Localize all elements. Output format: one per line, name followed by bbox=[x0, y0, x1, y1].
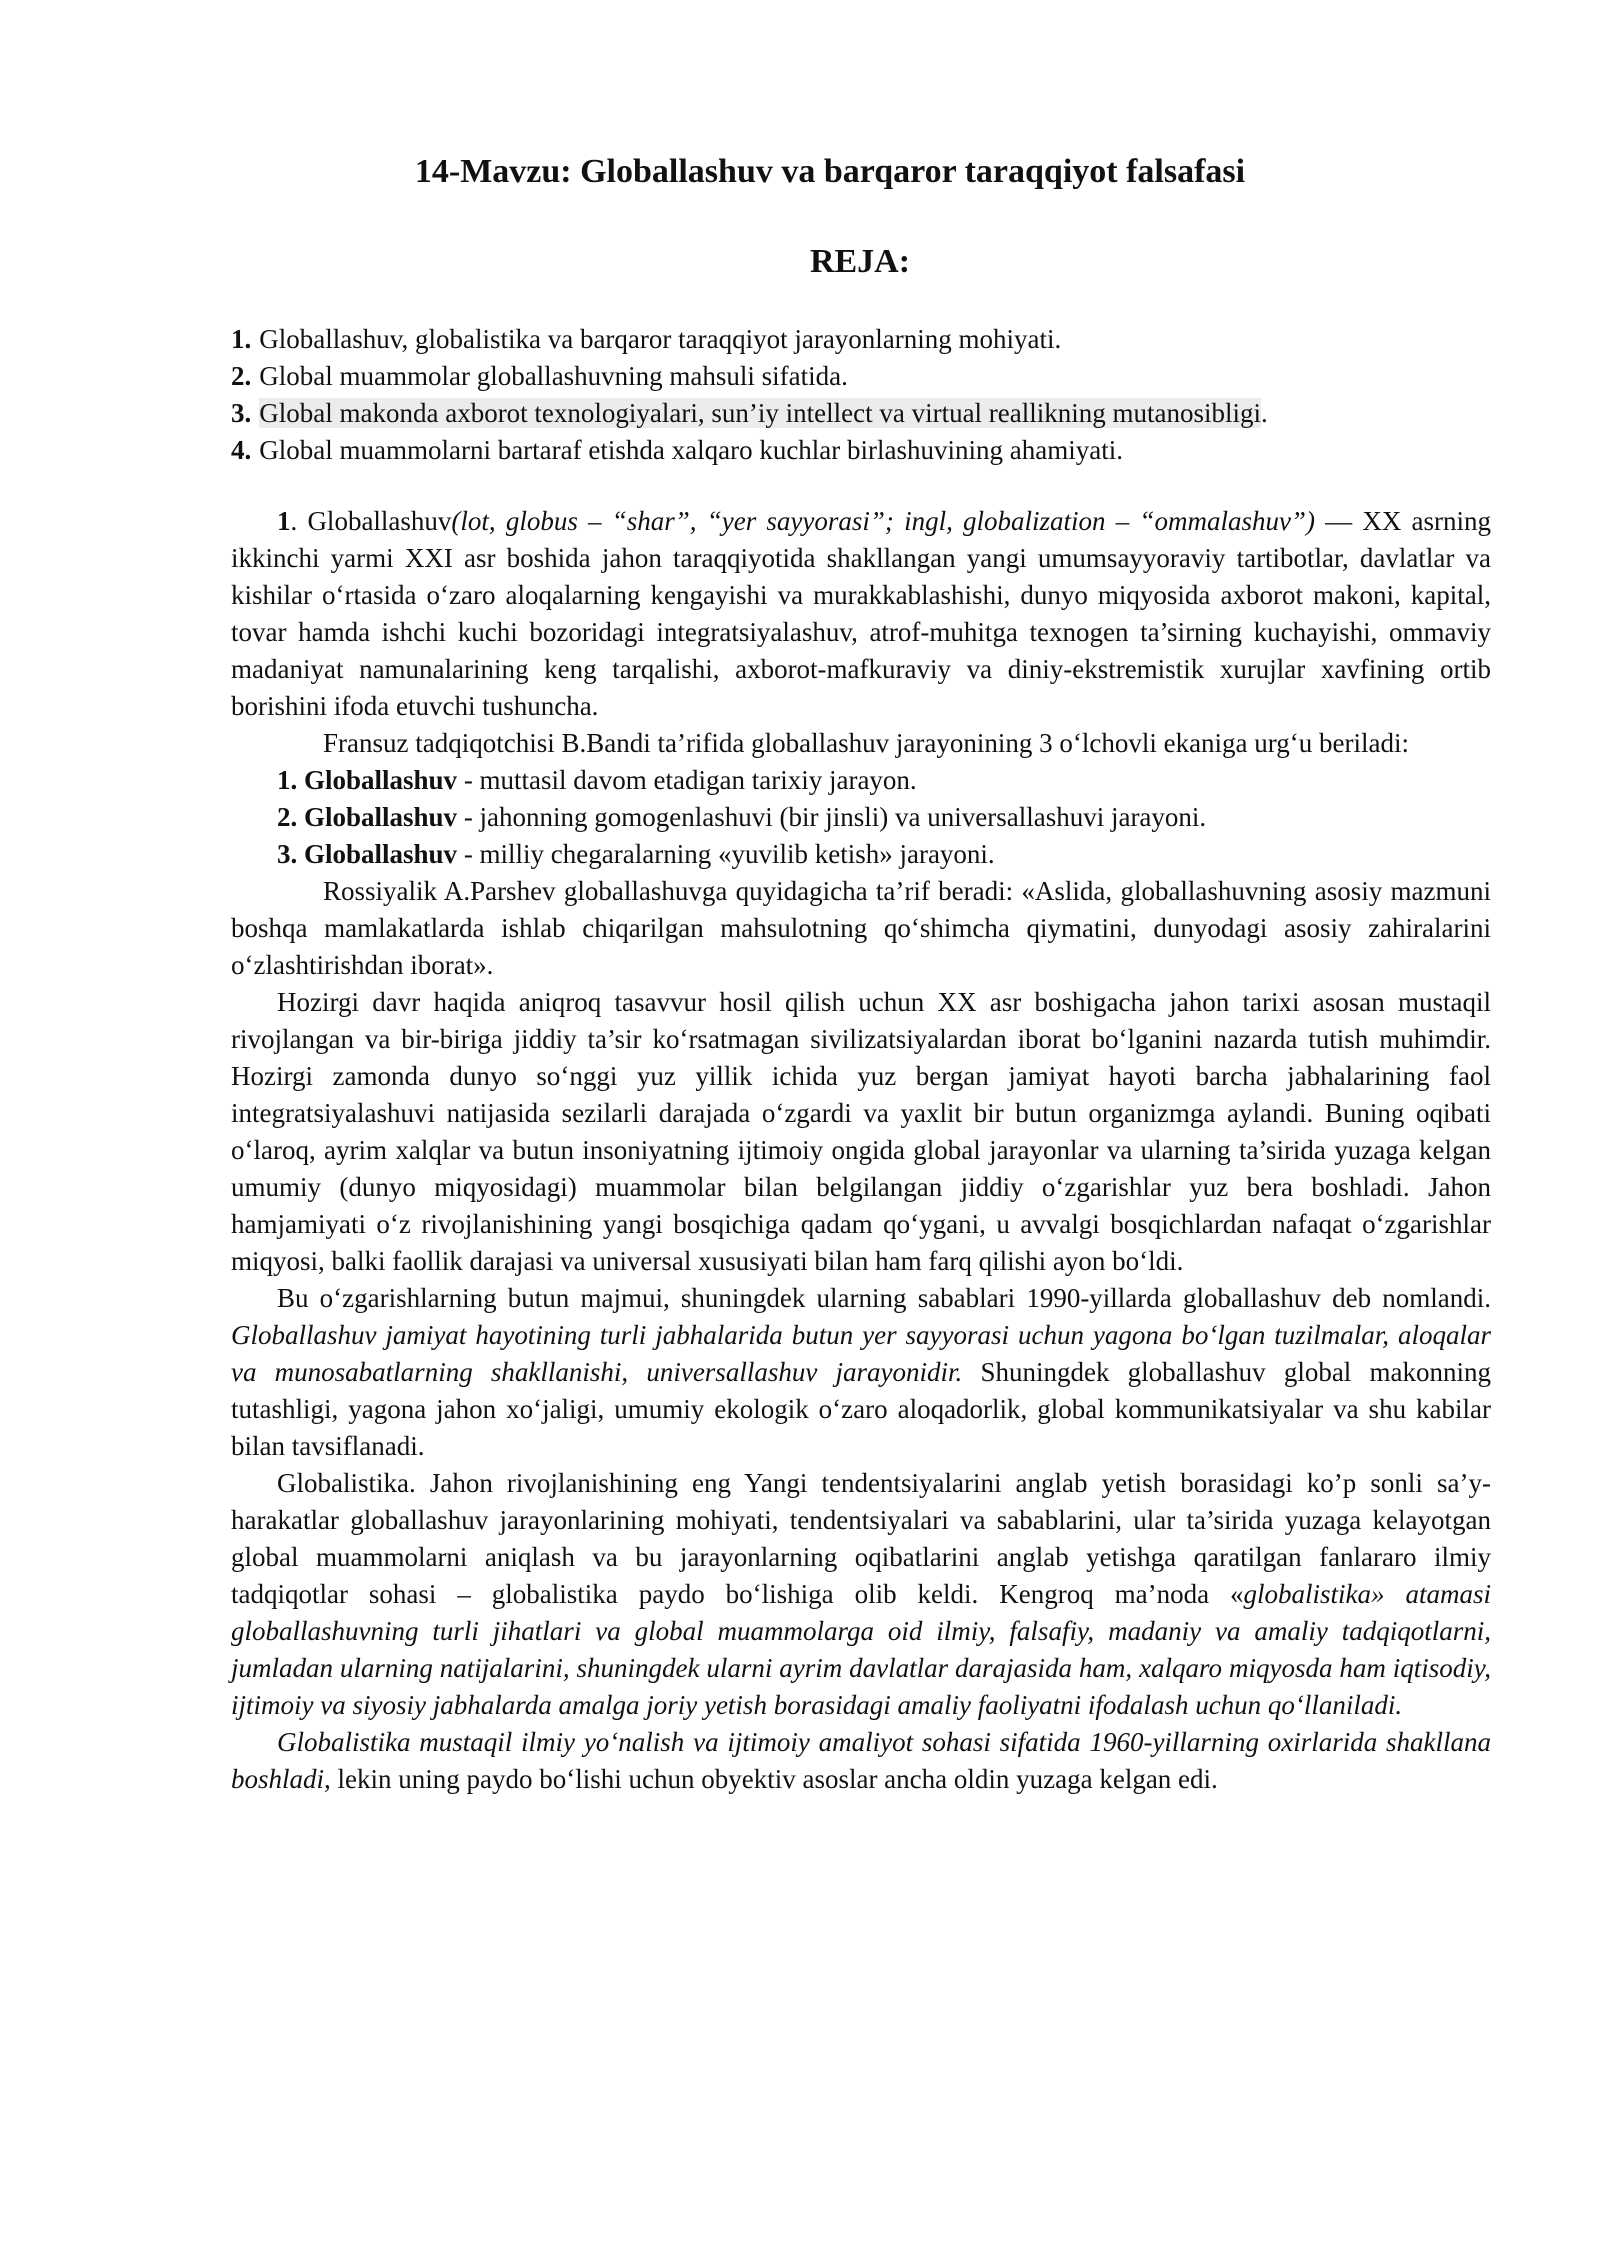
paragraph-definition: 1. Globallashuv(lot, globus – “shar”, “yer sayyorasi”; ingl, globalization – “ommalashuv”) — XX asrning ikkinchi yarmi XXI asr boshida jahon taraqqiyotida shakllangan yangi umumsayyoraviy tartibotlar, davlatlar va kishilar oʻrtasida oʻzaro aloqalarning kengayishi va murakkablashishi, dunyo miqyosida axborot makoni, kapital, tovar hamda ishchi kuchi bozoridagi integratsiyalashuv, atrof-muhitga texnogen ta’sirning kuchayishi, ommaviy madaniyat namunalarining keng tarqalishi, axborot-mafkuraviy va diniy-ekstremistik xurujlar xavfining ortib borishini ifoda etuvchi tushuncha. bbox=[231, 506, 1492, 721]
paragraph-globalistics: Globalistika. Jahon rivojlanishining eng Yangi tendentsiyalarini anglab yetish borasidagi ko’p sonli sa’y-harakatlar globallashuv jarayonlarining mohiyati, tendentsiyalari va sabablarini, ular ta’sirida yuzaga kelayotgan global muammolarni aniqlash va bu jarayonlarning oqibatlarini anglab yetishga qaratilgan fanlararo ilmiy tadqiqotlar sohasi – globalistika paydo boʻlishiga olib keldi. Kengroq ma’noda «globalistika» atamasi globallashuvning turli jihatlari va global muammolarga oid ilmiy, falsafiy, madaniy va amaliy tadqiqotlarni, jumladan ularning natijalarini, shuningdek ularni ayrim davlatlar darajasida ham, xalqaro miqyosda ham iqtisodiy, ijtimoiy va siyosiy jabhalarda amalga joriy yetish borasidagi amaliy faoliyatni ifodalash uchun qoʻllaniladi. bbox=[231, 1468, 1492, 1720]
plan-item: 3. Global makonda axborot texnologiyalari, sun’iy intellect va virtual reallikning mutanosibligi. bbox=[231, 398, 1268, 428]
plan-item: 1. Globallashuv, globalistika va barqaror taraqqiyot jarayonlarning mohiyati. bbox=[231, 324, 1062, 354]
list-item: 3. Globallashuv - milliy chegaralarning «yuvilib ketish» jarayoni. bbox=[277, 839, 995, 869]
paragraph-globalization-naming: Bu oʻzgarishlarning butun majmui, shuningdek ularning sabablari 1990-yillarda globallashuv deb nomlandi. Globallashuv jamiyat hayotining turli jabhalarida butun yer sayyorasi uchun yagona boʻlgan tuzilmalar, aloqalar va munosabatlarning shakllanishi, universallashuv jarayonidir. Shuningdek globallashuv global makonning tutashligi, yagona jahon xoʻjaligi, umumiy ekologik oʻzaro aloqadorlik, global kommunikatsiyalar va shu kabilar bilan tavsiflanadi. bbox=[231, 1283, 1491, 1461]
paragraph-globalistics-origin: Globalistika mustaqil ilmiy yoʻnalish va ijtimoiy amaliyot sohasi sifatida 1960-yillarning oxirlarida shakllana boshladi, lekin uning paydo boʻlishi uchun obyektiv asoslar ancha oldin yuzaga kelgan edi. bbox=[231, 1727, 1491, 1794]
paragraph-modern-era: Hozirgi davr haqida aniqroq tasavvur hosil qilish uchun XX asr boshigacha jahon tarixi asosan mustaqil rivojlangan va bir-biriga jiddiy ta’sir koʻrsatmagan sivilizatsiyalardan iborat boʻlganini nazarda tutish muhimdir. Hozirgi zamonda dunyo soʻnggi yuz yillik ichida yuz bergan jamiyat hayoti barcha jabhalarining faol integratsiyalashuvi natijasida sezilarli darajada oʻzgardi va yaxlit bir butun organizmga aylandi. Buning oqibati oʻlaroq, ayrim xalqlar va butun insoniyatning ijtimoiy ongida global jarayonlar va ularning ta’sirida yuzaga kelgan umumiy (dunyo miqyosidagi) muammolar bilan belgilangan jiddiy oʻzgarishlar yuz bera boshladi. Jahon hamjamiyati oʻz rivojlanishining yangi bosqichiga qadam qoʻygani, u avvalgi bosqichlardan nafaqat oʻzgarishlar miqyosi, balki faollik darajasi va universal xususiyati bilan ham farq qilishi ayon boʻldi. bbox=[231, 987, 1491, 1276]
paragraph-parshev: Rossiyalik A.Parshev globallashuvga quyidagicha ta’rif beradi: «Aslida, globallashuvning asosiy mazmuni boshqa mamlakatlarda ishlab chiqarilgan mahsulotning qoʻshimcha qiymatini, dunyodagi asosiy zahiralarini oʻzlashtirishdan iborat». bbox=[231, 876, 1491, 980]
paragraph-bandi: Fransuz tadqiqotchisi B.Bandi ta’rifida globallashuv jarayonining 3 oʻlchovli ekaniga urgʻu beriladi: bbox=[323, 728, 1409, 758]
plan-heading: REJA: bbox=[809, 243, 911, 280]
dimensions-list bbox=[231, 762, 1491, 873]
plan-item: 2. Global muammolar globallashuvning mahsuli sifatida. bbox=[231, 361, 848, 391]
document-body bbox=[231, 503, 1491, 1798]
page-title: 14-Mavzu: Globallashuv va barqaror taraqqiyot falsafasi bbox=[414, 153, 1246, 190]
list-item: 2. Globallashuv - jahonning gomogenlashuvi (bir jinsli) va universallashuvi jarayoni. bbox=[277, 802, 1207, 832]
plan-list bbox=[231, 321, 1531, 469]
plan-item: 4. Global muammolarni bartaraf etishda xalqaro kuchlar birlashuvining ahamiyati. bbox=[231, 435, 1123, 465]
list-item: 1. Globallashuv - muttasil davom etadigan tarixiy jarayon. bbox=[277, 765, 917, 795]
highlighted-text: Global makonda axborot texnologiyalari, sun’iy intellect va virtual reallikning mutanosibligi bbox=[259, 398, 1262, 428]
